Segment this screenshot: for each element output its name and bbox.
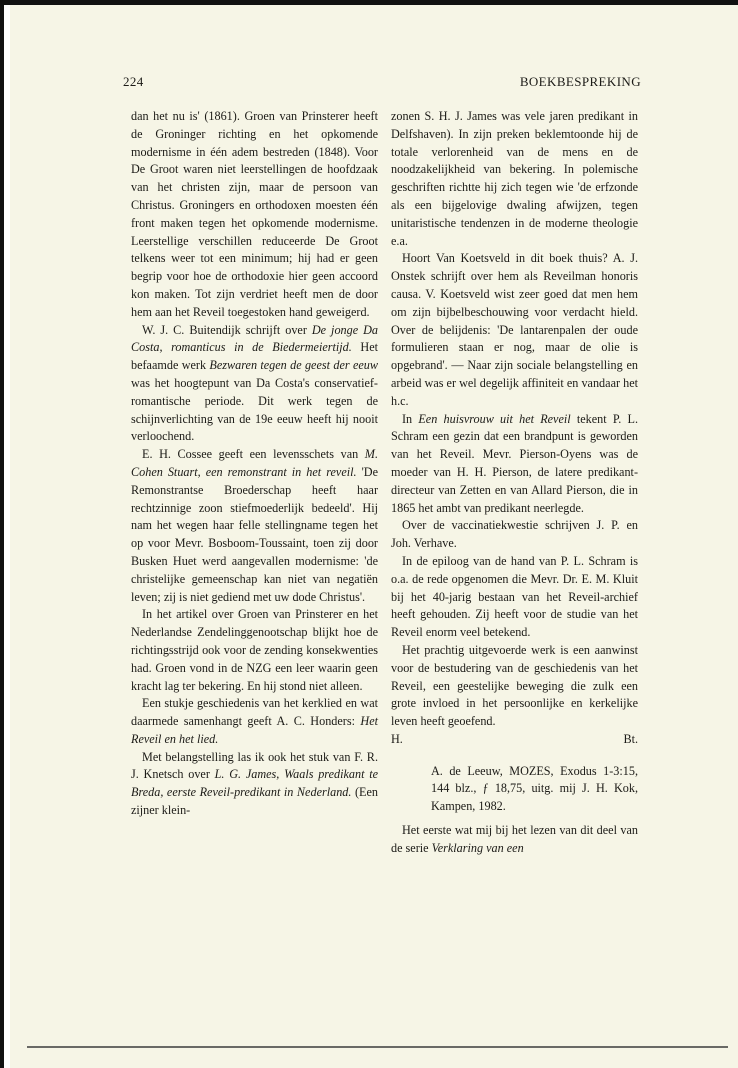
signature-initials: Bt. [623, 731, 638, 746]
title-italic: Het Reveil en het lied. [131, 714, 378, 746]
title-italic: Een huisvrouw uit het Reveil [418, 411, 571, 426]
paragraph: dan het nu is' (1861). Groen van Prinsterer heeft de Groninger richting en het opkomende modernisme in één adem bestreden (1848). Voor De Groot waren niet leerstellingen de hoofdzaak van het christen zijn, maar de persoon van Christus. Groningers en orthodoxen moesten één front maken tegen het opkomende modernisme. Leerstellige verschillen reduceerde De Groot telkens weer tot een minimum; hij had er geen begrip voor hoe de orthodoxie hier geen accoord kon maken. Tot zijn verdriet heeft men de door hem aan het Reveil toegestoken hand geweigerd. [131, 109, 378, 319]
right-column [391, 108, 638, 858]
book-citation [391, 763, 638, 816]
review-signature [391, 731, 638, 749]
left-column [131, 108, 378, 820]
page-number: 224 [123, 74, 144, 89]
paragraph: Het prachtig uitgevoerde werk is een aanwinst voor de bestudering van de geschiedenis van het Reveil, een geestelijke beweging die zulk een grote invloed in het persoonlijke en kerkelijke leven heeft geoefend. [391, 642, 638, 729]
paragraph: Hoort Van Koetsveld in dit boek thuis? A. J. Onstek schrijft over hem als Reveilman honoris causa. V. Koetsveld wist zeer goed dat men hem om zijn bijbelbeschouwing voor verdacht hield. Over de belijdenis: 'De lantarenpalen der oude formulieren staan er nog, maar de olie is opgebrand'. — Naar zijn sociale belangstelling en arbeid was er wel degelijk affiniteit en vandaar het h.c. [391, 251, 638, 408]
scan-border-left [0, 0, 4, 1068]
paragraph: In het artikel over Groen van Prinsterer en het Nederlandse Zendelinggenootschap blijkt hoe de richtingsstrijd ook voor de zending konsekwenties had. Groen vond in de NZG een leer waarin geen kracht lag ter bekering. En hij stond niet alleen. [131, 607, 378, 693]
title-italic: Bezwaren tegen de geest der eeuw [209, 358, 378, 373]
paragraph: W. J. C. Buitendijk schrijft over De jonge Da Costa, romanticus in de Biedermeiertijd. Het befaamde werk Bezwaren tegen de geest der eeuw was het hoogtepunt van Da Costa's conservatief-romantische periode. Dit werk tegen de schijnverlichting van de 19e eeuw heeft hij nooit verloochend. [131, 322, 379, 444]
title-italic: Verklaring van een [431, 840, 524, 855]
title-italic: L. G. James, Waals predikant te Breda, eerste Reveil-predikant in Nederland. [131, 767, 379, 800]
citation-text: A. de Leeuw, MOZES, Exodus 1-3:15, 144 blz., ƒ 18,75, uitg. mij J. H. Kok, Kampen, 1982. [431, 763, 638, 814]
page-header [123, 74, 641, 94]
paragraph: In de epiloog van de hand van P. L. Schram is o.a. de rede opgenomen die Mevr. Dr. E. M. Kluit bij het 40-jarig bestaan van het Reveil-archief heeft gehouden. Zij heeft voor de studie van het Reveil enorm veel betekend. [391, 553, 638, 640]
scan-shadow-line [27, 1046, 728, 1048]
paragraph: In Een huisvrouw uit het Reveil tekent P. L. Schram een gezin dat een brandpunt is geworden van het Reveil. Mevr. Pierson-Oyens was de moeder van H. H. Pierson, de latere predikant-directeur van Zetten en van Allard Pierson, die in 1865 het ambt van predikant neerlegde. [391, 411, 639, 515]
paragraph: Het eerste wat mij bij het lezen van dit deel van de serie Verklaring van een [391, 823, 638, 855]
title-italic: M. Cohen Stuart, een remonstrant in het reveil. [131, 447, 378, 479]
paragraph: Een stukje geschiedenis van het kerklied en wat daarmede samenhangt geeft A. C. Honders: Het Reveil en het lied. [131, 696, 378, 746]
running-head: BOEKBESPREKING [519, 74, 641, 89]
signature-initial: H. [391, 731, 403, 746]
paragraph: Over de vaccinatiekwestie schrijven J. P. en Joh. Verhave. [391, 518, 638, 551]
paragraph: Met belangstelling las ik ook het stuk van F. R. J. Knetsch over L. G. James, Waals predikant te Breda, eerste Reveil-predikant in Nederland. (Een zijner klein- [131, 749, 379, 818]
paragraph: zonen S. H. J. James was vele jaren predikant in Delfshaven). In zijn preken beklemtoonde hij de totale verlorenheid van de mens en de noodzakelijkheid van bekering. In polemische geschriften richtte hij zich tegen wie 'de erfzonde als een bijgelovige dwaling afwijzen, tegen unitaristische tendenzen in de moderne theologie e.a. [391, 109, 638, 248]
title-italic: De jonge Da Costa, romanticus in de Biedermeiertijd. [131, 322, 379, 355]
paragraph: E. H. Cossee geeft een levensschets van M. Cohen Stuart, een remonstrant in het reveil. 'De Remonstrantse Broederschap heeft haar rechtzinnige zoon stiefmoederlijk bedeeld'. Hij nam het wegen haar felle stellingname tegen het op voor Mevr. Bosboom-Toussaint, toen zij door Busken Huet werd aangevallen modernisme: 'de christelijke gemeenschap kan niet van negatiën leven; zij is niet gediend met uw dode Christus'. [131, 447, 378, 604]
